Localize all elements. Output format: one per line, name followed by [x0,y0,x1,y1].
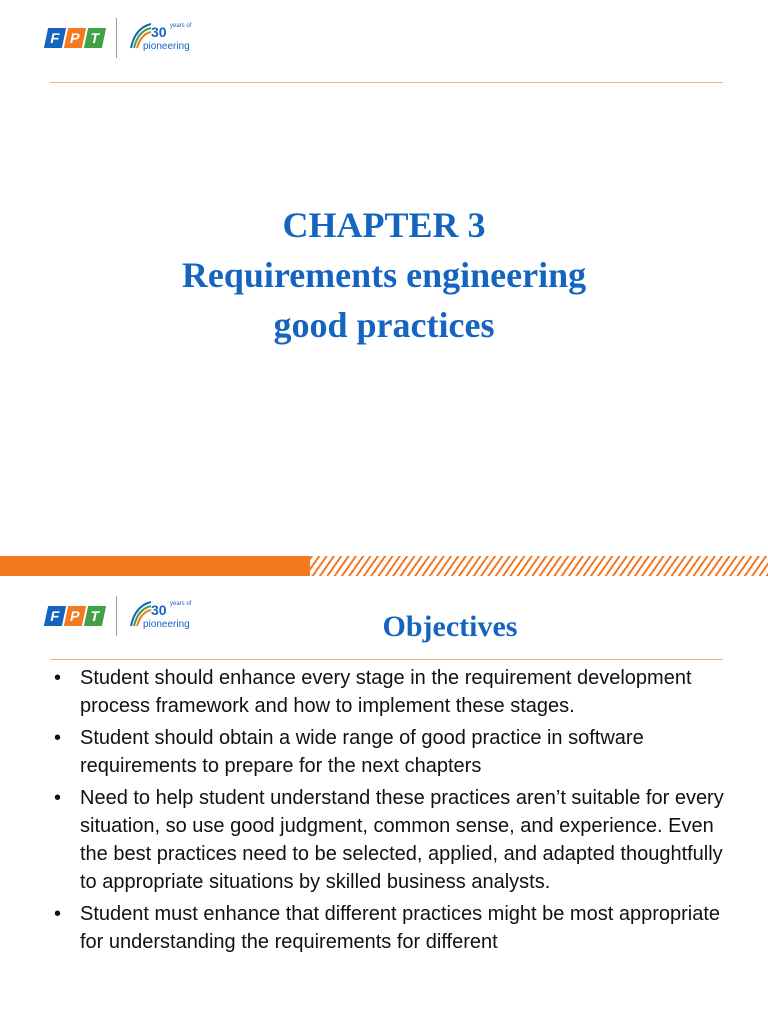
chapter-number: CHAPTER 3 [282,205,486,245]
header-rule [50,659,723,660]
years-text: years of [170,23,192,29]
years-number: 30 [151,602,167,618]
fpt-wordmark [46,606,104,626]
bullet-text: Student should enhance every stage in the requirement development process framework and how to implement these stages. [80,667,692,717]
objectives-slide [0,580,768,1024]
bullet-text: Need to help student understand these practices aren’t suitable for every situation, so use good judgment, common sense, and experience. Even the best practices need to be selected, applied, and adapted thoughtfully to appropriate situations by skilled business analysts. [80,787,724,893]
bullet-text: Student should obtain a wide range of good practice in software requirements to prepare for the next chapters [80,727,644,777]
fpt-letter-f: F [44,606,66,626]
list-item [54,784,734,896]
fpt-logo [46,596,201,636]
objectives-list [54,664,734,960]
fpt-letter-f: F [44,28,66,48]
30-years-pioneering-logo [129,18,201,58]
footer-hatch-pattern [310,556,768,576]
logo-divider [116,596,117,636]
logo-divider [116,18,117,58]
slide-footer-bar [0,556,768,576]
pioneering-text: pioneering [143,41,190,52]
bullet-icon: • [54,787,62,809]
years-number: 30 [151,24,167,40]
fpt-letter-t: T [84,606,106,626]
chapter-title-line-2: good practices [273,305,495,345]
bullet-icon: • [54,903,62,925]
fpt-letter-t: T [84,28,106,48]
pioneering-text: pioneering [143,619,190,630]
fpt-letter-p: P [64,28,86,48]
header-rule [50,82,723,83]
fpt-wordmark [46,28,104,48]
fpt-letter-p: P [64,606,86,626]
chapter-title [0,200,768,350]
list-item [54,900,734,956]
bullet-text: Student must enhance that different practices might be most appropriate for understanding the requirements for different [80,903,720,953]
30-years-pioneering-logo [129,596,201,636]
list-item [54,724,734,780]
years-text: years of [170,601,192,607]
fpt-logo [46,18,201,58]
bullet-icon: • [54,667,62,689]
list-item [54,664,734,720]
chapter-title-line-1: Requirements engineering [181,255,587,295]
bullet-icon: • [54,727,62,749]
slide-title: Objectives [382,610,518,643]
footer-solid-bar [0,556,310,576]
